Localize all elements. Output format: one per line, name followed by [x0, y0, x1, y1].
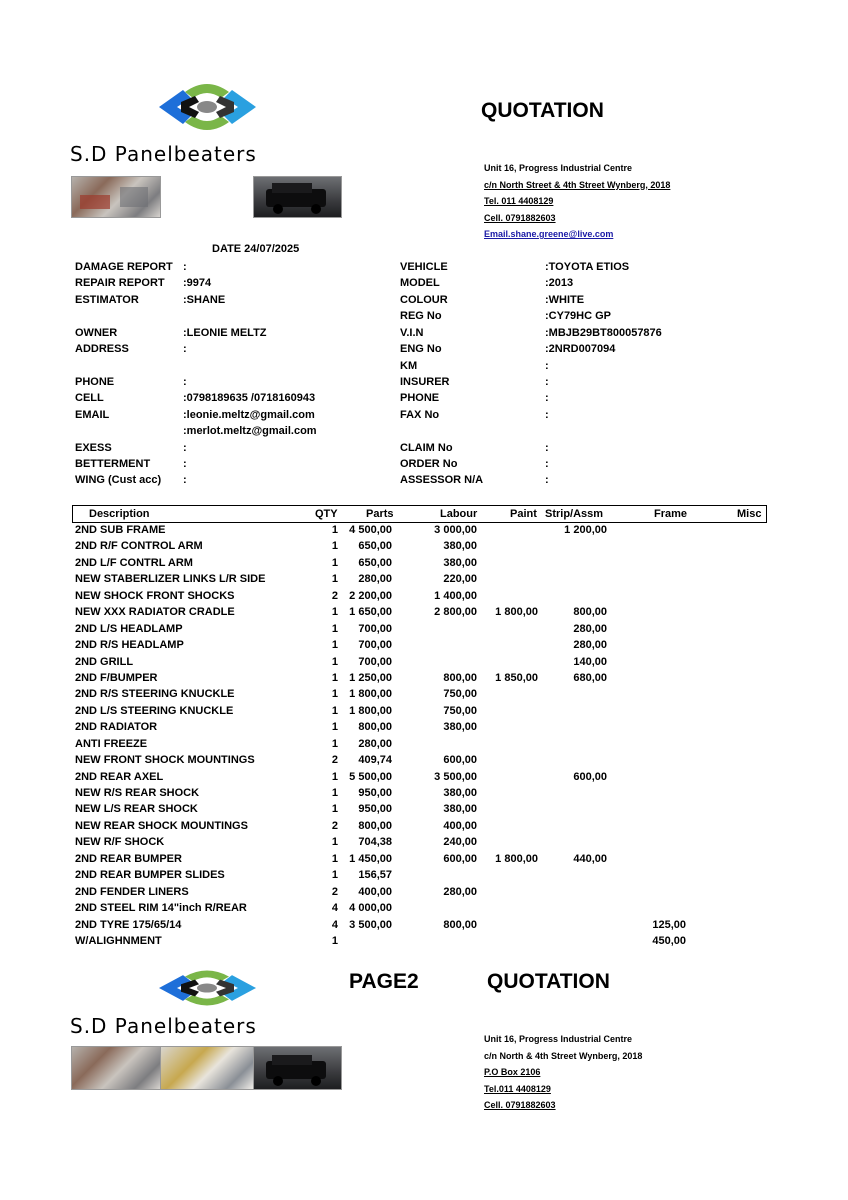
table-row — [0, 769, 848, 786]
cell-strip-assm: 680,00 — [573, 671, 607, 684]
info-insurer: INSURER : — [400, 376, 549, 388]
cell-parts: 700,00 — [358, 655, 392, 668]
info-assessor: ASSESSOR N/A : — [400, 474, 549, 486]
cell-description: 2ND F/BUMPER — [75, 671, 158, 684]
info-reg-no: REG No :CY79HC GP — [400, 310, 612, 322]
cell-parts: 3 500,00 — [349, 918, 392, 931]
document-title: QUOTATION — [481, 99, 604, 122]
info-email: EMAIL :leonie.meltz@gmail.com — [75, 409, 315, 421]
document-title-page2: QUOTATION — [487, 970, 610, 993]
info-claim-no: CLAIM No : — [400, 442, 549, 454]
cell-description: 2ND L/S STEERING KNUCKLE — [75, 704, 234, 717]
cell-qty: 1 — [331, 573, 338, 586]
cell-qty: 1 — [331, 787, 338, 800]
cell-labour: 750,00 — [443, 704, 477, 717]
info-betterment: BETTERMENT : — [75, 458, 187, 470]
cell-description: 2ND SUB FRAME — [75, 524, 166, 536]
cell-qty: 2 — [331, 589, 338, 602]
info-wing: WING (Cust acc) : — [75, 474, 187, 486]
cell-frame: 450,00 — [652, 935, 686, 947]
cell-parts: 800,00 — [358, 819, 392, 832]
table-row — [0, 621, 848, 638]
table-row — [0, 818, 848, 835]
paint-booth-photo — [160, 1046, 254, 1090]
table-row — [0, 884, 848, 901]
cell-description: 2ND REAR BUMPER — [75, 852, 182, 865]
col-strip-assm: Strip/Assm — [545, 508, 604, 520]
cell-parts: 1 250,00 — [349, 671, 392, 684]
cell-labour: 240,00 — [443, 836, 477, 849]
cell-description: 2ND TYRE 175/65/14 — [75, 918, 182, 931]
cell-strip-assm: 1 200,00 — [564, 524, 607, 536]
cell-labour: 600,00 — [443, 754, 477, 767]
address-line-1-page2: Unit 16, Progress Industrial Centre — [484, 1034, 633, 1044]
cell-parts: 280,00 — [358, 573, 392, 586]
col-labour: Labour — [440, 508, 478, 520]
cell-qty: 1 — [331, 935, 338, 947]
cell-parts: 156,57 — [358, 869, 392, 882]
cell-description: NEW REAR SHOCK MOUNTINGS — [75, 819, 248, 832]
cell-parts: 1 450,00 — [349, 852, 392, 865]
cell-qty: 1 — [331, 770, 338, 783]
cell-description: NEW R/S REAR SHOCK — [75, 787, 200, 800]
cell-description: 2ND RADIATOR — [75, 721, 158, 734]
table-row — [0, 785, 848, 802]
cell-parts: 409,74 — [358, 754, 392, 767]
info-owner: OWNER :LEONIE MELTZ — [75, 327, 267, 339]
cell-parts: 1 800,00 — [349, 704, 392, 717]
cell-description: 2ND R/F CONTROL ARM — [75, 540, 203, 553]
quote-date: DATE 24/07/2025 — [212, 243, 300, 255]
info-vin: V.I.N :MBJB29BT800057876 — [400, 327, 662, 339]
cell-labour: 600,00 — [443, 852, 477, 865]
info-vehicle: VEHICLE :TOYOTA ETIOS — [400, 261, 630, 273]
col-description: Description — [89, 508, 150, 520]
cell-qty: 1 — [331, 606, 338, 619]
table-row — [0, 522, 848, 539]
table-row — [0, 654, 848, 671]
cell-strip-assm: 140,00 — [573, 655, 607, 668]
cell-parts: 704,38 — [358, 836, 392, 849]
cell-parts: 950,00 — [358, 787, 392, 800]
cell-paint: 1 850,00 — [495, 671, 538, 684]
workshop-photo — [71, 176, 161, 218]
cell-labour: 380,00 — [443, 803, 477, 816]
cell-strip-assm: 800,00 — [573, 606, 607, 619]
cell-qty: 1 — [331, 869, 338, 882]
table-row — [0, 719, 848, 736]
table-row — [0, 538, 848, 555]
table-header — [72, 505, 767, 523]
col-qty: QTY — [315, 508, 338, 520]
cell-labour: 400,00 — [443, 819, 477, 832]
cell-parts: 650,00 — [358, 556, 392, 569]
cell-strip-assm: 280,00 — [573, 622, 607, 635]
cell-description: 2ND GRILL — [75, 655, 134, 668]
cell-parts: 700,00 — [358, 622, 392, 635]
cell-description: NEW L/S REAR SHOCK — [75, 803, 198, 816]
table-row — [0, 555, 848, 572]
table-row — [0, 801, 848, 818]
cell-labour: 1 400,00 — [434, 589, 477, 602]
cell-parts: 950,00 — [358, 803, 392, 816]
company-contact — [484, 160, 670, 243]
cell-description: NEW STABERLIZER LINKS L/R SIDE — [75, 573, 266, 586]
cell-qty: 1 — [331, 704, 338, 717]
cell-qty: 2 — [331, 754, 338, 767]
telephone: Tel. 011 4408129 — [484, 196, 554, 206]
table-row — [0, 604, 848, 621]
table-row — [0, 670, 848, 687]
cell-description: 2ND R/S HEADLAMP — [75, 639, 184, 652]
cell-parts: 4 500,00 — [349, 524, 392, 536]
info-eng-no: ENG No :2NRD007094 — [400, 343, 616, 355]
cell-qty: 4 — [331, 918, 338, 931]
table-row — [0, 834, 848, 851]
info-fax-no: FAX No : — [400, 409, 549, 421]
cell-description: NEW FRONT SHOCK MOUNTINGS — [75, 754, 255, 767]
cell-parts: 800,00 — [358, 721, 392, 734]
cellphone-page2: Cell. 0791882603 — [484, 1100, 556, 1110]
page-number-label: PAGE2 — [349, 970, 419, 993]
cell-parts: 5 500,00 — [349, 770, 392, 783]
cell-description: 2ND R/S STEERING KNUCKLE — [75, 688, 235, 701]
cell-description: 2ND REAR BUMPER SLIDES — [75, 869, 225, 882]
cell-qty: 1 — [331, 540, 338, 553]
cell-labour: 3 000,00 — [434, 524, 477, 536]
cell-parts: 700,00 — [358, 639, 392, 652]
cell-qty: 4 — [331, 902, 338, 915]
info-phone: PHONE : — [75, 376, 187, 388]
info-repair-report: REPAIR REPORT :9974 — [75, 277, 212, 289]
cell-description: 2ND STEEL RIM 14"inch R/REAR — [75, 902, 247, 915]
info-insurer-phone: PHONE : — [400, 392, 549, 404]
cell-labour: 380,00 — [443, 556, 477, 569]
cell-parts: 400,00 — [358, 885, 392, 898]
cell-description: 2ND L/S HEADLAMP — [75, 622, 183, 635]
cell-labour: 380,00 — [443, 540, 477, 553]
cell-qty: 1 — [331, 836, 338, 849]
workshop-photo-page2 — [71, 1046, 161, 1090]
table-row — [0, 851, 848, 868]
col-parts: Parts — [366, 508, 394, 520]
table-row — [0, 703, 848, 720]
cell-description: ANTI FREEZE — [75, 737, 148, 750]
cell-qty: 1 — [331, 639, 338, 652]
info-damage-report: DAMAGE REPORT : — [75, 261, 187, 273]
cell-description: 2ND REAR AXEL — [75, 770, 164, 783]
address-line-2-page2: c/n North & 4th Street Wynberg, 2018 — [484, 1050, 643, 1061]
cell-description: 2ND FENDER LINERS — [75, 885, 189, 898]
telephone-page2: Tel.011 4408129 — [484, 1083, 551, 1094]
cell-description: 2ND L/F CONTRL ARM — [75, 556, 193, 569]
company-logo-page2 — [155, 966, 260, 1010]
cell-qty: 1 — [331, 721, 338, 734]
cell-strip-assm: 600,00 — [573, 770, 607, 783]
vehicle-photo — [253, 176, 342, 218]
cell-labour: 280,00 — [443, 885, 477, 898]
company-logo — [155, 78, 260, 136]
cell-qty: 1 — [331, 556, 338, 569]
table-row — [0, 900, 848, 917]
table-row — [0, 752, 848, 769]
cell-qty: 1 — [331, 524, 338, 536]
info-order-no: ORDER No : — [400, 458, 549, 470]
cell-qty: 1 — [331, 688, 338, 701]
cell-labour: 2 800,00 — [434, 606, 477, 619]
cell-paint: 1 800,00 — [495, 606, 538, 619]
cell-strip-assm: 280,00 — [573, 639, 607, 652]
table-row — [0, 867, 848, 884]
table-row — [0, 917, 848, 934]
info-cell: CELL :0798189635 /0718160943 — [75, 392, 316, 404]
cell-description: NEW SHOCK FRONT SHOCKS — [75, 589, 235, 602]
company-name-page2: S.D Panelbeaters — [70, 1014, 257, 1038]
cell-qty: 1 — [331, 671, 338, 684]
cell-parts: 650,00 — [358, 540, 392, 553]
cell-parts: 1 650,00 — [349, 606, 392, 619]
cell-parts: 2 200,00 — [349, 589, 392, 602]
po-box: P.O Box 2106 — [484, 1067, 541, 1077]
cell-parts: 280,00 — [358, 737, 392, 750]
table-row — [0, 571, 848, 588]
cell-labour: 3 500,00 — [434, 770, 477, 783]
cell-labour: 800,00 — [443, 918, 477, 931]
info-km: KM : — [400, 360, 549, 372]
address-line-2: c/n North Street & 4th Street Wynberg, 2018 — [484, 179, 671, 190]
table-row — [0, 686, 848, 703]
info-address: ADDRESS : — [75, 343, 187, 355]
cell-description: NEW XXX RADIATOR CRADLE — [75, 606, 235, 619]
cell-labour: 380,00 — [443, 787, 477, 800]
cell-labour: 380,00 — [443, 721, 477, 734]
cell-labour: 750,00 — [443, 688, 477, 701]
company-name: S.D Panelbeaters — [70, 142, 257, 166]
table-row — [0, 933, 848, 950]
table-row — [0, 637, 848, 654]
cell-strip-assm: 440,00 — [573, 852, 607, 865]
vehicle-photo-page2 — [253, 1046, 342, 1090]
cell-qty: 1 — [331, 803, 338, 816]
cell-qty: 1 — [331, 622, 338, 635]
cell-qty: 2 — [331, 819, 338, 832]
info-exess: EXESS : — [75, 442, 187, 454]
cell-qty: 1 — [331, 852, 338, 865]
table-row — [0, 588, 848, 605]
info-model: MODEL :2013 — [400, 277, 574, 289]
cell-parts: 1 800,00 — [349, 688, 392, 701]
cell-qty: 2 — [331, 885, 338, 898]
cell-description: W/ALIGHNMENT — [75, 935, 162, 947]
info-colour: COLOUR :WHITE — [400, 294, 585, 306]
cell-qty: 1 — [331, 655, 338, 668]
company-contact-page2 — [484, 1031, 642, 1114]
cellphone: Cell. 0791882603 — [484, 212, 556, 223]
col-frame: Frame — [654, 508, 688, 520]
cell-labour: 220,00 — [443, 573, 477, 586]
cell-frame: 125,00 — [652, 918, 686, 931]
cell-labour: 800,00 — [443, 671, 477, 684]
table-row — [0, 736, 848, 753]
email-link[interactable]: Email.shane.greene@live.com — [484, 229, 614, 239]
col-paint: Paint — [510, 508, 537, 520]
cell-description: NEW R/F SHOCK — [75, 836, 165, 849]
address-line-1: Unit 16, Progress Industrial Centre — [484, 163, 633, 173]
info-estimator: ESTIMATOR :SHANE — [75, 294, 226, 306]
cell-paint: 1 800,00 — [495, 852, 538, 865]
col-misc: Misc — [737, 508, 762, 520]
cell-qty: 1 — [331, 737, 338, 750]
cell-parts: 4 000,00 — [349, 902, 392, 915]
